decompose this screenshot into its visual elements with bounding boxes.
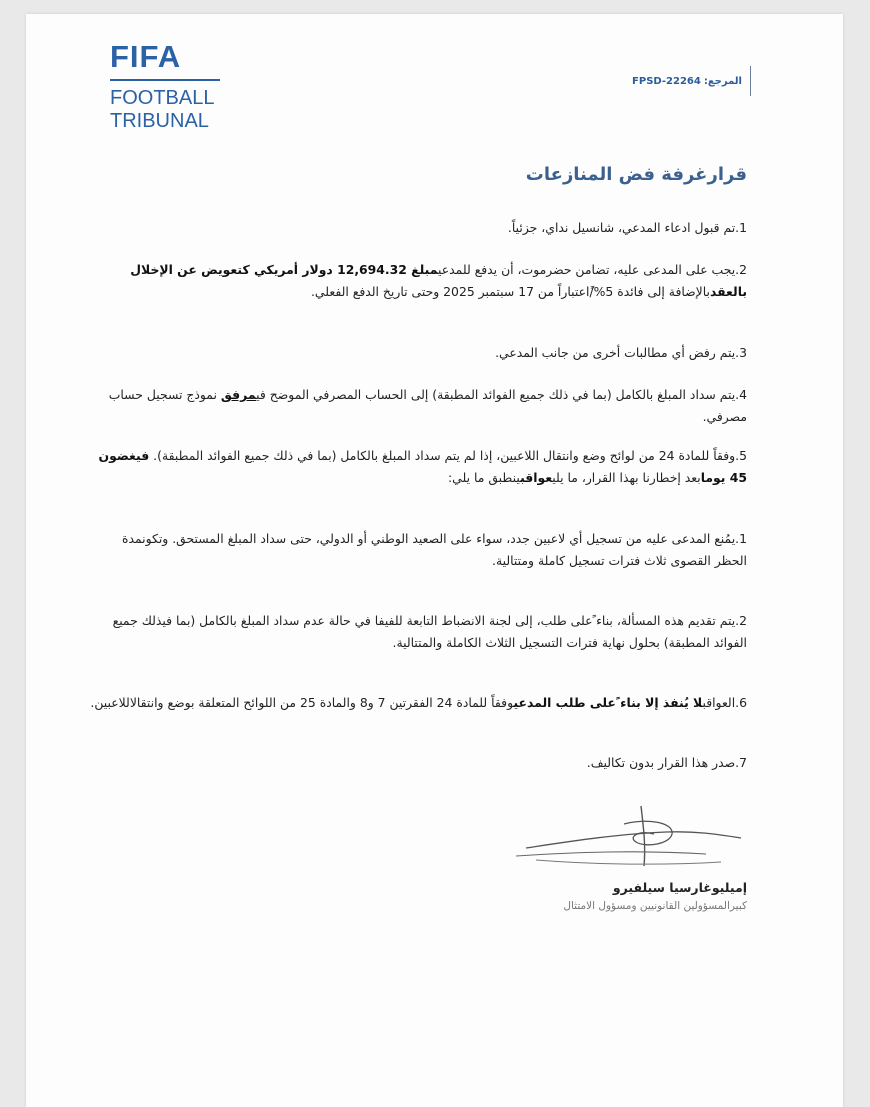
paragraph-number: 4. (735, 387, 747, 402)
logo-line-football: FOOTBALL (110, 87, 215, 109)
paragraph-text: وفقاً للمادة 24 من لوائح وضع وانتقال اللاعبين، إذا لم يتم سداد المبلغ بالكامل (بما في ذلك جميع الفوائد المطبقة). (153, 448, 736, 463)
logo-fifa-wordmark: FIFA (110, 39, 182, 74)
paragraph-text: يتم سداد المبلغ بالكامل (بما في ذلك جميع الفوائد المطبقة) إلى الحساب المصرفي الموضح في (256, 387, 736, 402)
paragraph-text: يتم رفض أي مطالبات أخرى من جانب المدعي. (495, 345, 736, 360)
reference-value: FPSD-22264 (632, 75, 701, 87)
paragraph-text: يمُنع المدعى عليه من تسجيل أي لاعبين جدد، سواء على الصعيد الوطني أو الدولي، حتى سداد المبلغ المستحق. وتكونمدة الحظر القصوى ثلاث فترات تسجيل كاملة ومتتالية. (121, 531, 747, 568)
paragraph-text: ينطبق ما يلي: (448, 470, 521, 485)
paragraph-2 (87, 259, 747, 303)
paragraph-number: 7. (735, 755, 747, 770)
paragraph-text: بعد إخطارنا بهذا القرار، ما يلي (552, 470, 701, 485)
compensation-amount: مبلغ 12,694.32 دولار أمريكي كتعويض عن الإخلال بالعقد (130, 262, 747, 299)
fifa-tribunal-logo (110, 39, 260, 133)
paragraph-text: صدر هذا القرار بدون تكاليف. (586, 755, 736, 770)
paragraph-text: بالإضافة إلى فائدة 5%/ًاعتباراً من 17 سبتمبر 2025 وحتى تاريخ الدفع الفعلي. (310, 284, 710, 299)
decision-heading: قرارغرفة فض المنازعات (525, 164, 747, 185)
paragraph-text: وفقاً للمادة 24 الفقرتين 7 و8 والمادة 25 من اللوائح المتعلقة بوضع وانتقالاللاعبين. (90, 695, 514, 710)
paragraph-text: يجب على المدعى عليه، تضامن حضرموت، أن يدفع للمدعي (438, 262, 736, 277)
paragraph-number: 2. (735, 262, 747, 277)
paragraph-text: يتم تقديم هذه المسألة، بناء ًعلى طلب، إلى لجنة الانضباط التابعة للفيفا في حالة عدم سداد المبلغ بالكامل (بما فيذلك جميع الفوائد المطبقة) بحلول نهاية فترات التسجيل الثلاث الكاملة والمتتالية. (112, 613, 747, 650)
paragraph-number: 3. (735, 345, 747, 360)
document-page (26, 14, 843, 1107)
paragraph-3 (87, 342, 747, 364)
sub-paragraph-1 (87, 528, 747, 572)
paragraph-text: تم قبول ادعاء المدعي، شانسيل نداي، جزئياً. (507, 220, 736, 235)
paragraph-4 (87, 384, 747, 428)
reference-label: المرجع: (703, 75, 742, 87)
attachment-link-text: مرفق (220, 387, 257, 402)
deadline-text: فيغضون 45 يوما (98, 448, 747, 485)
paragraph-number: 2. (735, 613, 747, 628)
paragraph-5 (87, 445, 747, 489)
paragraph-number: 1. (735, 220, 747, 235)
logo-line-tribunal: TRIBUNAL (110, 110, 209, 132)
paragraph-text: نموذج تسجيل حساب مصرفي. (108, 387, 747, 424)
reference-number (632, 66, 751, 96)
signatory-title: كبيرالمسؤولين القانونيين ومسؤول الامتثال (563, 900, 747, 912)
paragraph-number: 1. (735, 531, 747, 546)
signatory-name: إميليوغارسيا سيلفيرو (612, 880, 747, 895)
handwritten-signature (506, 804, 766, 884)
paragraph-1 (87, 217, 747, 239)
paragraph-7 (87, 752, 747, 774)
logo-divider (110, 79, 220, 81)
consequences-text: عواقب (520, 470, 553, 485)
paragraph-text: العواقب (702, 695, 736, 710)
paragraph-number: 5. (735, 448, 747, 463)
sub-paragraph-2 (87, 610, 747, 654)
paragraph-number: 6. (735, 695, 747, 710)
paragraph-6 (87, 692, 747, 714)
conditional-clause: لا يُنفذ إلا بناء ًعلى طلب المدعي (513, 695, 703, 710)
